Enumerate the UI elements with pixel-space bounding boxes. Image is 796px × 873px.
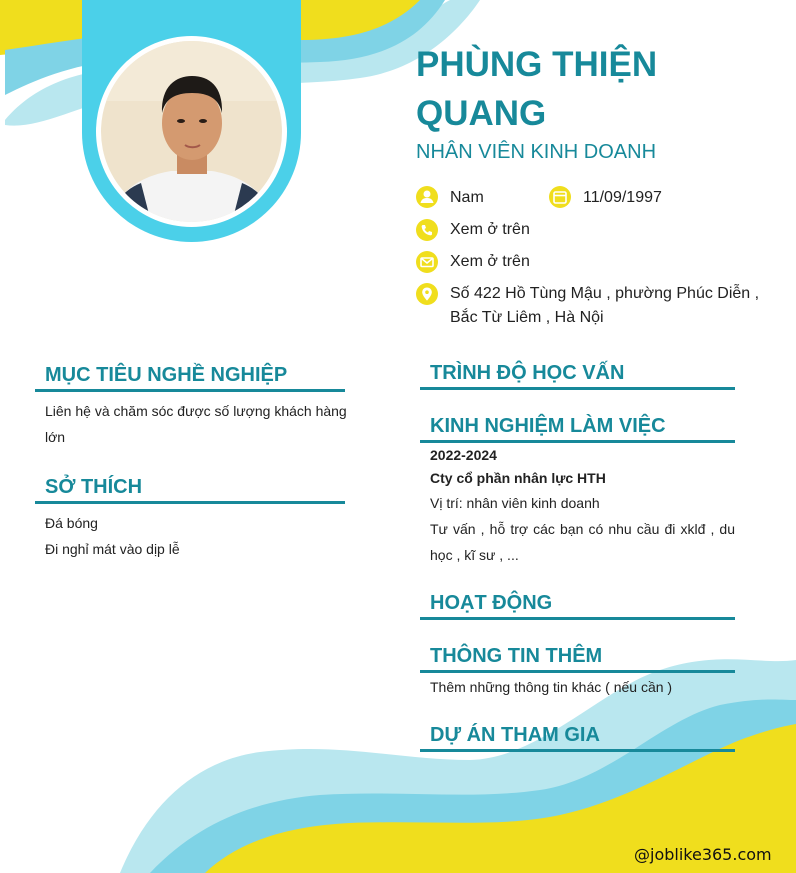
location-icon — [416, 283, 438, 305]
experience-company: Cty cổ phần nhân lực HTH — [430, 470, 606, 486]
candidate-title: NHÂN VIÊN KINH DOANH — [416, 141, 657, 163]
hobbies-divider — [35, 501, 345, 504]
phone-icon — [416, 219, 438, 241]
objective-divider — [35, 389, 345, 392]
experience-position: Vị trí: nhân viên kinh doanh — [430, 495, 600, 511]
avatar — [101, 41, 282, 222]
email-value: Xem ở trên — [450, 253, 530, 270]
person-icon — [416, 186, 438, 208]
additional-divider — [420, 670, 735, 673]
candidate-name: PHÙNG THIỆN QUANG — [416, 45, 658, 133]
hobby-item: Đi nghỉ mát vào dịp lễ — [45, 541, 180, 557]
email-icon — [416, 251, 438, 273]
projects-title: DỰ ÁN THAM GIA — [430, 724, 600, 746]
address-value: Số 422 Hồ Tùng Mậu , phường Phúc Diễn , Bắc Từ Liêm , Hà Nội — [450, 285, 760, 326]
activities-title: HOẠT ĐỘNG — [430, 592, 553, 614]
experience-description: Tư vấn , hỗ trợ các bạn có nhu cầu đi xklđ , du học , kĩ sư , ... — [430, 521, 735, 563]
avatar-portrait — [101, 41, 282, 222]
birthday-value: 11/09/1997 — [583, 189, 662, 206]
projects-divider — [420, 749, 735, 752]
site-watermark: @joblike365.com — [634, 845, 772, 864]
hobbies-title: SỞ THÍCH — [45, 476, 143, 498]
experience-title: KINH NGHIỆM LÀM VIỆC — [430, 415, 666, 437]
additional-title: THÔNG TIN THÊM — [430, 645, 603, 667]
calendar-icon — [549, 186, 571, 208]
hobby-item: Đá bóng — [45, 515, 98, 531]
experience-period: 2022-2024 — [430, 447, 497, 463]
phone-value: Xem ở trên — [450, 221, 530, 238]
objective-title: MỤC TIÊU NGHỀ NGHIỆP — [45, 364, 288, 386]
education-divider — [420, 387, 735, 390]
gender-value: Nam — [450, 189, 484, 206]
objective-text: Liên hệ và chăm sóc được số lượng khách hàng lớn — [45, 403, 347, 445]
education-title: TRÌNH ĐỘ HỌC VẤN — [430, 362, 625, 384]
activities-divider — [420, 617, 735, 620]
additional-text: Thêm những thông tin khác ( nếu cần ) — [430, 679, 673, 695]
